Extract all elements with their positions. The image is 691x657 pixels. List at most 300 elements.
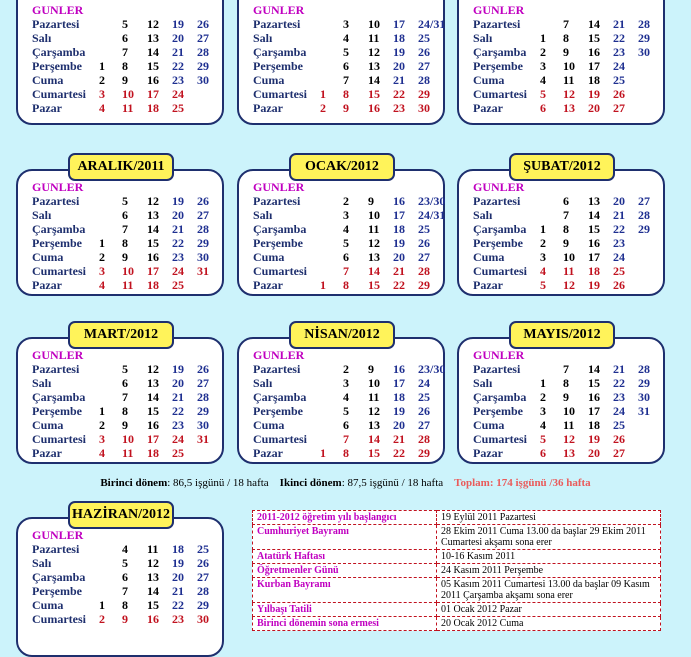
date-cell: 17	[393, 17, 405, 31]
week-row	[473, 45, 663, 59]
month-calendar	[237, 327, 446, 464]
week-row	[473, 418, 663, 432]
date-cell: 17	[588, 404, 600, 418]
date-cell: 9	[122, 612, 128, 626]
date-cell: 13	[368, 250, 380, 264]
date-cell: 1	[320, 278, 326, 292]
event-name: Cumhuriyet Bayramı	[253, 525, 437, 550]
date-cell: 4	[343, 222, 349, 236]
date-cell: 15	[588, 222, 600, 236]
day-name: Pazar	[32, 278, 62, 292]
date-cell: 8	[343, 87, 349, 101]
date-cell: 11	[122, 101, 134, 115]
date-cell: 19	[588, 87, 600, 101]
date-cell: 26	[197, 194, 209, 208]
week-row	[32, 31, 222, 45]
date-cell: 8	[343, 278, 349, 292]
week-row	[32, 362, 222, 376]
date-cell: 17	[147, 264, 159, 278]
day-name: Cuma	[253, 250, 285, 264]
week-row	[32, 45, 222, 59]
date-cell: 12	[147, 556, 159, 570]
week-row	[32, 194, 222, 208]
date-cell: 8	[563, 376, 569, 390]
date-cell: 19	[588, 432, 600, 446]
day-name: Cumartesi	[32, 432, 86, 446]
event-date: 24 Kasım 2011 Perşembe	[437, 564, 661, 578]
day-name: Cuma	[32, 418, 64, 432]
date-cell: 12	[368, 45, 380, 59]
month-calendar	[16, 159, 224, 296]
date-cell: 3	[99, 432, 105, 446]
date-cell: 9	[122, 250, 128, 264]
day-name: Pazar	[473, 278, 503, 292]
date-cell: 26	[613, 432, 625, 446]
event-name: 2011-2012 öğretim yılı başlangıcı	[253, 511, 437, 525]
date-cell: 22	[613, 31, 625, 45]
date-cell: 23	[613, 390, 625, 404]
date-cell: 9	[563, 390, 569, 404]
week-row	[32, 542, 222, 556]
week-row	[473, 194, 663, 208]
date-cell: 5	[122, 362, 128, 376]
week-row	[253, 390, 443, 404]
week-row	[253, 31, 443, 45]
date-cell: 21	[393, 264, 405, 278]
date-cell: 21	[613, 17, 625, 31]
date-cell: 15	[147, 236, 159, 250]
week-row	[253, 87, 443, 101]
date-cell: 12	[147, 194, 159, 208]
date-cell: 11	[368, 31, 380, 45]
date-cell: 23	[172, 612, 184, 626]
date-cell: 19	[393, 236, 405, 250]
date-cell: 4	[122, 542, 128, 556]
month-calendar	[457, 327, 665, 464]
week-row	[253, 418, 443, 432]
event-row	[253, 564, 661, 578]
week-row	[253, 264, 443, 278]
week-row	[473, 87, 663, 101]
date-cell: 13	[368, 59, 380, 73]
date-cell: 23	[613, 45, 625, 59]
date-cell: 18	[393, 31, 405, 45]
date-cell: 28	[197, 45, 209, 59]
week-row	[253, 376, 443, 390]
date-cell: 9	[563, 236, 569, 250]
date-cell: 30	[418, 101, 430, 115]
date-cell: 9	[563, 45, 569, 59]
date-cell: 25	[613, 264, 625, 278]
date-cell: 17	[393, 376, 405, 390]
date-cell: 6	[122, 376, 128, 390]
event-name: Birinci dönemin sona ermesi	[253, 617, 437, 631]
date-cell: 10	[368, 376, 380, 390]
days-header: GUNLER	[253, 3, 305, 17]
week-row	[473, 250, 663, 264]
date-cell: 20	[588, 446, 600, 460]
date-cell: 28	[418, 73, 430, 87]
date-cell: 1	[99, 236, 105, 250]
date-cell: 2	[99, 418, 105, 432]
week-row	[473, 446, 663, 460]
date-cell: 7	[122, 222, 128, 236]
date-cell: 29	[197, 59, 209, 73]
date-cell: 7	[122, 390, 128, 404]
date-cell: 10	[563, 59, 575, 73]
date-cell: 1	[320, 87, 326, 101]
days-header: GUNLER	[32, 528, 84, 542]
week-row	[473, 432, 663, 446]
date-cell: 22	[172, 598, 184, 612]
date-cell: 12	[368, 404, 380, 418]
date-cell: 28	[418, 432, 430, 446]
week-row	[32, 432, 222, 446]
date-cell: 4	[540, 418, 546, 432]
date-cell: 16	[393, 194, 405, 208]
date-cell: 6	[540, 446, 546, 460]
week-row	[32, 556, 222, 570]
date-cell: 24/31	[418, 17, 446, 31]
date-cell: 27	[197, 570, 209, 584]
date-cell: 18	[588, 73, 600, 87]
day-name: Pazar	[473, 101, 503, 115]
date-cell: 22	[393, 446, 405, 460]
days-header: GUNLER	[32, 348, 84, 362]
day-name: Çarşamba	[32, 390, 86, 404]
week-row	[32, 59, 222, 73]
week-row	[473, 376, 663, 390]
date-cell: 21	[613, 362, 625, 376]
date-cell: 8	[563, 222, 569, 236]
date-cell: 8	[122, 236, 128, 250]
date-cell: 5	[540, 432, 546, 446]
date-cell: 18	[588, 264, 600, 278]
date-cell: 28	[197, 390, 209, 404]
date-cell: 20	[588, 101, 600, 115]
day-name: Salı	[32, 31, 52, 45]
date-cell: 11	[368, 222, 380, 236]
day-name: Cumartesi	[32, 264, 86, 278]
date-cell: 29	[197, 404, 209, 418]
week-row	[253, 250, 443, 264]
date-cell: 15	[147, 404, 159, 418]
date-cell: 15	[368, 87, 380, 101]
date-cell: 30	[197, 418, 209, 432]
month-title: ARALIK/2011	[68, 153, 174, 181]
day-name: Cuma	[32, 250, 64, 264]
event-name: Kurban Bayramı	[253, 578, 437, 603]
date-cell: 27	[418, 59, 430, 73]
date-cell: 11	[563, 73, 575, 87]
day-name: Çarşamba	[253, 45, 307, 59]
date-cell: 13	[588, 194, 600, 208]
month-title: MAYIS/2012	[509, 321, 615, 349]
date-cell: 16	[147, 612, 159, 626]
date-cell: 20	[613, 194, 625, 208]
events-table	[252, 510, 661, 631]
date-cell: 26	[418, 236, 430, 250]
date-cell: 27	[418, 418, 430, 432]
date-cell: 11	[563, 264, 575, 278]
month-title: MART/2012	[68, 321, 174, 349]
date-cell: 29	[418, 87, 430, 101]
week-row	[32, 612, 222, 626]
second-term-value: : 87,5 işgünü / 18 hafta	[341, 477, 444, 489]
date-cell: 19	[588, 278, 600, 292]
day-name: Perşembe	[253, 236, 303, 250]
date-cell: 22	[172, 236, 184, 250]
week-row	[473, 390, 663, 404]
month-calendar	[16, 507, 224, 657]
week-row	[32, 222, 222, 236]
date-cell: 5	[343, 236, 349, 250]
week-row	[32, 101, 222, 115]
day-name: Çarşamba	[253, 222, 307, 236]
date-cell: 24	[613, 404, 625, 418]
date-cell: 21	[393, 432, 405, 446]
event-name: Atatürk Haftası	[253, 550, 437, 564]
date-cell: 4	[343, 390, 349, 404]
days-header: GUNLER	[253, 180, 305, 194]
day-name: Pazar	[253, 101, 283, 115]
date-cell: 8	[122, 598, 128, 612]
week-row	[32, 376, 222, 390]
date-cell: 5	[540, 87, 546, 101]
date-cell: 16	[393, 362, 405, 376]
date-cell: 26	[418, 45, 430, 59]
event-row	[253, 578, 661, 603]
date-cell: 12	[563, 432, 575, 446]
date-cell: 30	[197, 250, 209, 264]
date-cell: 28	[197, 222, 209, 236]
date-cell: 15	[147, 59, 159, 73]
date-cell: 13	[563, 101, 575, 115]
date-cell: 24	[613, 250, 625, 264]
date-cell: 16	[147, 418, 159, 432]
days-header: GUNLER	[32, 180, 84, 194]
week-row	[253, 236, 443, 250]
date-cell: 13	[563, 446, 575, 460]
event-date: 20 Ocak 2012 Cuma	[437, 617, 661, 631]
date-cell: 2	[99, 250, 105, 264]
date-cell: 18	[147, 446, 159, 460]
date-cell: 6	[122, 31, 128, 45]
month-calendar	[457, 159, 665, 296]
date-cell: 18	[393, 390, 405, 404]
date-cell: 15	[588, 31, 600, 45]
date-cell: 12	[147, 362, 159, 376]
date-cell: 2	[343, 194, 349, 208]
day-name: Cumartesi	[32, 87, 86, 101]
day-name: Pazar	[253, 446, 283, 460]
date-cell: 25	[418, 31, 430, 45]
date-cell: 1	[320, 446, 326, 460]
date-cell: 5	[540, 278, 546, 292]
days-header: GUNLER	[32, 3, 84, 17]
date-cell: 31	[197, 432, 209, 446]
date-cell: 4	[540, 73, 546, 87]
date-cell: 15	[588, 376, 600, 390]
week-row	[473, 31, 663, 45]
date-cell: 7	[563, 362, 569, 376]
date-cell: 22	[613, 222, 625, 236]
date-cell: 15	[368, 446, 380, 460]
day-name: Pazartesi	[253, 17, 301, 31]
date-cell: 16	[147, 250, 159, 264]
date-cell: 14	[147, 45, 159, 59]
date-cell: 9	[368, 362, 374, 376]
day-name: Salı	[253, 31, 273, 45]
day-name: Pazartesi	[32, 194, 80, 208]
week-row	[473, 236, 663, 250]
date-cell: 6	[540, 101, 546, 115]
event-row	[253, 617, 661, 631]
date-cell: 28	[638, 362, 650, 376]
date-cell: 30	[197, 612, 209, 626]
month-title: HAZİRAN/2012	[68, 501, 174, 529]
date-cell: 1	[540, 376, 546, 390]
date-cell: 4	[540, 264, 546, 278]
date-cell: 14	[368, 73, 380, 87]
date-cell: 6	[563, 194, 569, 208]
date-cell: 26	[197, 17, 209, 31]
date-cell: 14	[368, 264, 380, 278]
date-cell: 10	[563, 250, 575, 264]
date-cell: 4	[99, 446, 105, 460]
date-cell: 5	[122, 17, 128, 31]
date-cell: 8	[122, 404, 128, 418]
date-cell: 5	[122, 194, 128, 208]
date-cell: 2	[540, 390, 546, 404]
date-cell: 27	[638, 194, 650, 208]
day-name: Cumartesi	[473, 432, 527, 446]
date-cell: 6	[343, 418, 349, 432]
date-cell: 17	[588, 59, 600, 73]
day-name: Perşembe	[32, 236, 82, 250]
day-name: Çarşamba	[473, 222, 527, 236]
date-cell: 16	[588, 236, 600, 250]
date-cell: 23	[393, 101, 405, 115]
date-cell: 27	[418, 250, 430, 264]
day-name: Çarşamba	[32, 570, 86, 584]
event-row	[253, 525, 661, 550]
day-name: Pazartesi	[253, 194, 301, 208]
date-cell: 28	[638, 17, 650, 31]
event-name: Yılbaşı Tatili	[253, 603, 437, 617]
day-name: Pazartesi	[473, 17, 521, 31]
date-cell: 6	[343, 59, 349, 73]
week-row	[473, 404, 663, 418]
event-date: 05 Kasım 2011 Cumartesi 13.00 da başlar 09 Kasım 2011 Çarşamba akşamı sona erer	[437, 578, 661, 603]
date-cell: 2	[99, 612, 105, 626]
week-row	[32, 404, 222, 418]
date-cell: 7	[122, 45, 128, 59]
date-cell: 25	[172, 446, 184, 460]
day-name: Pazartesi	[473, 362, 521, 376]
date-cell: 28	[197, 584, 209, 598]
date-cell: 3	[343, 17, 349, 31]
day-name: Pazartesi	[32, 362, 80, 376]
first-term-value: : 86,5 işgünü / 18 hafta	[167, 477, 269, 489]
day-name: Cuma	[253, 418, 285, 432]
total-label: Toplam: 174 işgünü /36 hafta	[454, 477, 591, 489]
date-cell: 22	[393, 278, 405, 292]
day-name: Perşembe	[253, 59, 303, 73]
day-name: Cumartesi	[253, 264, 307, 278]
week-row	[32, 264, 222, 278]
month-title: NİSAN/2012	[289, 321, 395, 349]
date-cell: 26	[613, 87, 625, 101]
day-name: Cumartesi	[32, 612, 86, 626]
date-cell: 19	[172, 362, 184, 376]
month-calendar	[16, 327, 224, 464]
date-cell: 14	[588, 17, 600, 31]
date-cell: 3	[99, 87, 105, 101]
date-cell: 18	[172, 542, 184, 556]
date-cell: 25	[418, 390, 430, 404]
date-cell: 17	[147, 432, 159, 446]
week-row	[473, 59, 663, 73]
day-name: Salı	[32, 556, 52, 570]
month-calendar	[457, 0, 665, 125]
date-cell: 26	[197, 556, 209, 570]
day-name: Cuma	[253, 73, 285, 87]
date-cell: 12	[368, 236, 380, 250]
date-cell: 7	[122, 584, 128, 598]
date-cell: 13	[147, 31, 159, 45]
date-cell: 19	[172, 17, 184, 31]
date-cell: 18	[588, 418, 600, 432]
date-cell: 9	[122, 73, 128, 87]
date-cell: 12	[563, 87, 575, 101]
date-cell: 20	[393, 418, 405, 432]
week-row	[32, 208, 222, 222]
date-cell: 24	[613, 59, 625, 73]
date-cell: 5	[122, 556, 128, 570]
day-name: Cuma	[473, 73, 505, 87]
week-row	[253, 194, 446, 208]
day-name: Perşembe	[473, 404, 523, 418]
day-name: Pazartesi	[32, 17, 80, 31]
week-row	[473, 17, 663, 31]
date-cell: 21	[393, 73, 405, 87]
date-cell: 14	[588, 362, 600, 376]
event-name: Öğretmenler Günü	[253, 564, 437, 578]
second-term-label: Ikinci dönem	[279, 477, 342, 489]
date-cell: 6	[122, 208, 128, 222]
date-cell: 11	[368, 390, 380, 404]
day-name: Cuma	[32, 598, 64, 612]
week-row	[473, 101, 663, 115]
week-row	[253, 45, 443, 59]
week-row	[32, 570, 222, 584]
date-cell: 3	[99, 264, 105, 278]
event-date: 19 Eylül 2011 Pazartesi	[437, 511, 661, 525]
date-cell: 25	[613, 73, 625, 87]
date-cell: 2	[343, 362, 349, 376]
day-name: Çarşamba	[32, 45, 86, 59]
date-cell: 30	[197, 73, 209, 87]
week-row	[253, 362, 446, 376]
date-cell: 13	[368, 418, 380, 432]
date-cell: 6	[122, 570, 128, 584]
date-cell: 10	[368, 17, 380, 31]
day-name: Cumartesi	[253, 87, 307, 101]
date-cell: 29	[197, 236, 209, 250]
week-row	[253, 101, 443, 115]
day-name: Perşembe	[473, 59, 523, 73]
